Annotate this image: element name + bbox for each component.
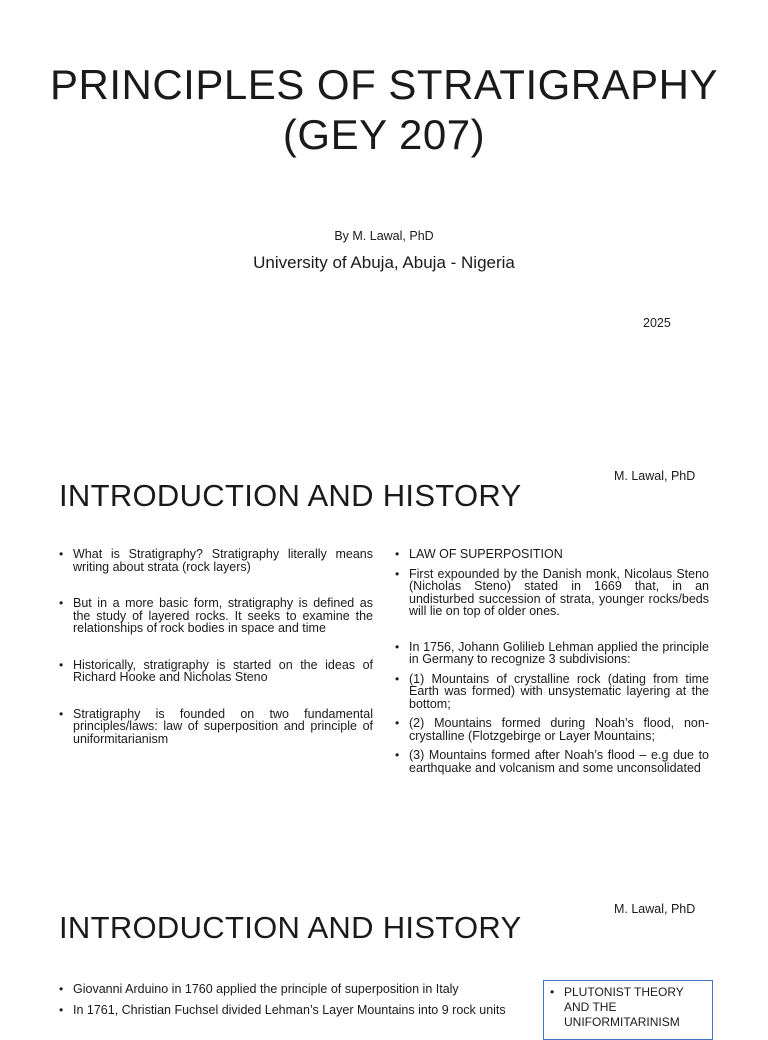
author-byline: By M. Lawal, PhD [334,229,434,243]
bullet-list [59,983,529,1024]
list-item: • Giovanni Arduino in 1760 applied the principle of superposition in Italy [59,983,529,996]
year-label: 2025 [643,316,671,330]
list-item: • Stratigraphy is founded on two fundamental principles/laws: law of superposition and principle of uniformitarianism [59,708,373,746]
slide-heading: INTRODUCTION AND HISTORY [59,910,522,945]
boxed-bullet-list [550,985,706,1030]
right-bullet-list [395,548,709,781]
list-item: • But in a more basic form, stratigraphy is defined as the study of layered rocks. It seeks to examine the relationships of rock bodies in space and time [59,597,373,635]
list-item: • In 1756, Johann Golilieb Lehman applied the principle in Germany to recognize 3 subdivisions: [395,641,709,666]
list-item: • PLUTONIST THEORY AND THE UNIFORMITARINISM [550,985,706,1030]
list-item: • First expounded by the Danish monk, Nicolaus Steno (Nicholas Steno) stated in 1669 that, in an undisturbed succession of strata, younger rocks/beds will lie on top of older ones. [395,568,709,618]
intro-history-slide-1 [0,432,768,866]
list-item: • In 1761, Christian Fuchsel divided Lehman’s Layer Mountains into 9 rock units [59,1004,529,1017]
list-item: • LAW OF SUPERPOSITION [395,548,709,561]
list-item: • What is Stratigraphy? Stratigraphy literally means writing about strata (rock layers) [59,548,373,573]
affiliation: University of Abuja, Abuja - Nigeria [253,253,515,272]
left-bullet-list [59,548,373,769]
title-line-2: (GEY 207) [282,111,486,158]
author-label: M. Lawal, PhD [614,469,696,483]
author-label: M. Lawal, PhD [614,902,696,916]
boxed-note [543,980,713,1040]
list-item: • Historically, stratigraphy is started on the ideas of Richard Hooke and Nicholas Steno [59,659,373,684]
title-line-1: PRINCIPLES OF STRATIGRAPHY [50,61,718,108]
list-item: • (1) Mountains of crystalline rock (dating from time Earth was formed) with unsystematic layering at the bottom; [395,673,709,711]
list-item: • (3) Mountains formed after Noah’s flood – e.g due to earthquake and volcanism and some unconsolidated [395,749,709,774]
presentation-title [0,60,768,160]
intro-history-slide-2 [0,866,768,1029]
slide-heading: INTRODUCTION AND HISTORY [59,478,522,513]
title-slide [0,0,768,432]
list-item: • (2) Mountains formed during Noah’s flood, non-crystalline (Flotzgebirge or Layer Mountains; [395,717,709,742]
